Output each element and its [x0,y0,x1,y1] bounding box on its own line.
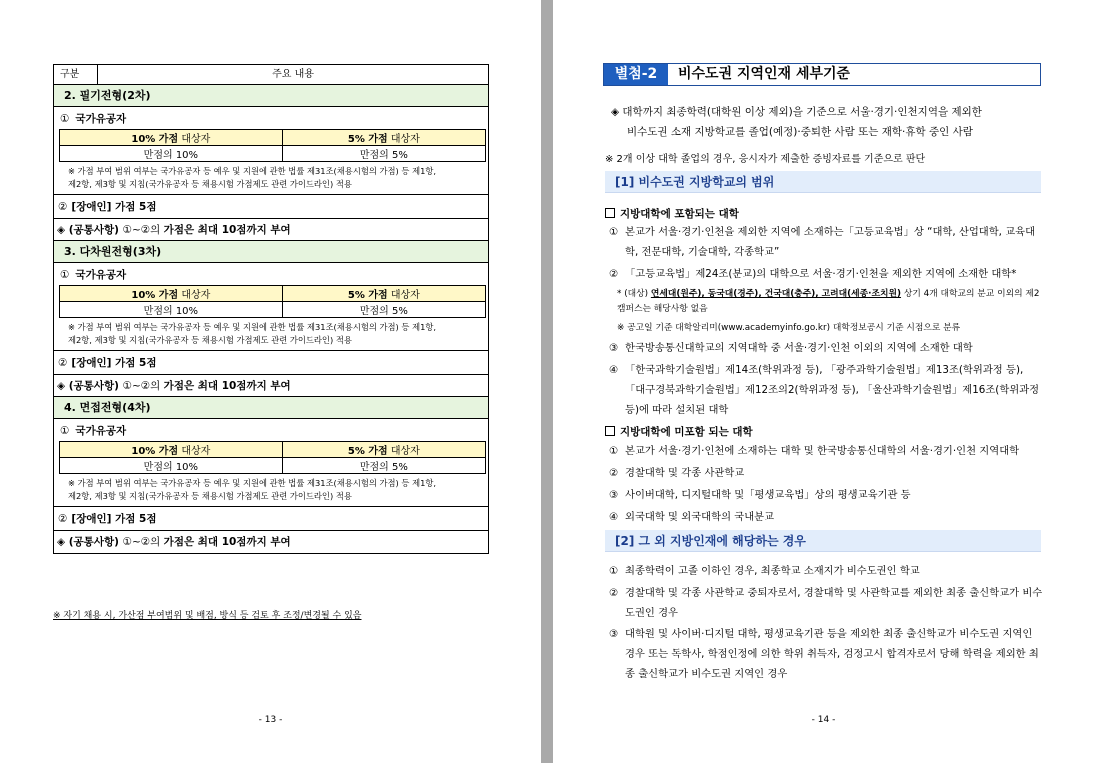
page-number: - 14 - [811,715,836,725]
veteran-title: ① 국가유공자 [60,269,127,281]
intro-text: ◈ 대학까지 최종학력(대학원 이상 제외)을 기준으로 서울·경기·인천지역을 제외한 비수도권 소재 지방학교를 졸업(예정)·중퇴한 사람 또는 재학·휴학 중인 사람 [611,106,982,138]
veteran-table [59,285,486,318]
col-5pct: 5% 가점 대상자 [282,286,485,302]
list-item: ① 본교가 서울·경기·인천을 제외한 지역에 소재하는「고등교육법」상 “대학, 산업대학, 교육대학, 전문대학, 기술대학, 각종학교” [609,226,1036,258]
veteran-note: ※ 가점 부여 범위 여부는 국가유공자 등 예우 및 지원에 관한 법률 제31조(채용시험의 가점) 등 제1항, 제2항, 제3항 및 지침(국가유공자 등 채용시험 가점제도 관련 가이드라인) 적용 [68,478,437,501]
veteran-table [59,441,486,474]
veteran-note: ※ 가점 부여 범위 여부는 국가유공자 등 예우 및 지원에 관한 법률 제31조(채용시험의 가점) 등 제1항, 제2항, 제3항 및 지침(국가유공자 등 채용시험 가점제도 관련 가이드라인) 적용 [68,322,437,345]
list-item: ① 본교가 서울·경기·인천에 소재하는 대학 및 한국방송통신대학의 서울·경기·인천 지역대학 [609,445,1020,457]
footnote: ※ 자기 채용 시, 가산점 부여범위 및 배점, 방식 등 검토 후 조정/변경될 수 있음 [53,611,362,621]
table-header [54,65,488,85]
disabled-row: ② [장애인] 가점 5점 [54,507,488,531]
subheading-excluded: 지방대학에 미포함 되는 대학 [605,424,753,439]
list-item: ③ 사이버대학, 디지털대학 및「평생교육법」상의 평생교육기관 등 [609,489,911,501]
veteran-title: ① 국가유공자 [60,425,127,437]
col-10pct: 10% 가점 대상자 [60,130,283,146]
checkbox-square-icon [605,208,615,218]
value-5pct: 만점의 5% [282,458,485,474]
star-note: ※ 2개 이상 대학 졸업의 경우, 응시자가 제출한 증빙자료를 기준으로 판단 [605,154,926,165]
section-title: 4. 면접전형(4차) [54,397,488,419]
value-5pct: 만점의 5% [282,302,485,318]
page-13 [0,0,541,763]
common-row: ◈ (공통사항) ①~②의 가점은 최대 10점까지 부여 [54,375,488,397]
list-item: ③ 한국방송통신대학교의 지역대학 중 서울·경기·인천 이외의 지역에 소재한 대학 [609,342,973,354]
section-1-heading: [1] 비수도권 지방학교의 범위 [605,171,1041,193]
list-item: ② 경찰대학 및 각종 사관학교 [609,467,745,479]
branch-campus-note: * (대상) 연세대(원주), 동국대(경주), 건국대(충주), 고려대(세종·조치원) 상기 4개 대학교의 분교 이외의 제2캠퍼스는 해당사항 없음 [617,289,1040,314]
disabled-row: ② [장애인] 가점 5점 [54,351,488,375]
subheading-included: 지방대학에 포함되는 대학 [605,206,739,221]
section-title: 3. 다차원전형(3차) [54,241,488,263]
page-number: - 13 - [258,715,283,725]
list-item: ④ 외국대학 및 외국대학의 국내분교 [609,511,775,523]
list-item: ④ 「한국과학기술원법」제14조(학위과정 등), 「광주과학기술원법」제13조(학위과정 등), 「대구경북과학기술원법」제12조의2(학위과정 등), 「울산과학기술원법」제16조(학위과정 등)에 따라 설치된 대학 [609,364,1040,416]
checkbox-square-icon [605,426,615,436]
col-5pct: 5% 가점 대상자 [282,130,485,146]
value-10pct: 만점의 10% [60,146,283,162]
veteran-block [54,107,488,195]
section-title: 2. 필기전형(2차) [54,85,488,107]
value-10pct: 만점의 10% [60,302,283,318]
disabled-row: ② [장애인] 가점 5점 [54,195,488,219]
list-item: ① 최종학력이 고졸 이하인 경우, 최종학교 소재지가 비수도권인 학교 [609,565,920,577]
annex-title: 비수도권 지역인재 세부기준 [678,66,851,82]
value-10pct: 만점의 10% [60,458,283,474]
academyinfo-note: ※ 공고일 기준 대학알리미(www.academyinfo.go.kr) 대학정보공시 기준 시점으로 분류 [617,323,961,333]
bonus-points-table [53,64,489,554]
list-item: ② 「고등교육법」제24조(분교)의 대학으로 서울·경기·인천을 제외한 지역에 소재한 대학* [609,268,1017,280]
col-5pct: 5% 가점 대상자 [282,442,485,458]
annex-header [603,63,1041,86]
common-row: ◈ (공통사항) ①~②의 가점은 최대 10점까지 부여 [54,219,488,241]
veteran-note: ※ 가점 부여 범위 여부는 국가유공자 등 예우 및 지원에 관한 법률 제31조(채용시험의 가점) 등 제1항, 제2항, 제3항 및 지침(국가유공자 등 채용시험 가점제도 관련 가이드라인) 적용 [68,166,437,189]
veteran-block [54,419,488,507]
page-gutter [541,0,553,763]
page-14 [553,0,1094,763]
list-item: ③ 대학원 및 사이버·디지털 대학, 평생교육기관 등을 제외한 최종 출신학교가 비수도권 지역인 경우 또는 독학사, 학점인정에 의한 학위 취득자, 검정고시 합격자로서 당해 학력을 제외한 최종 출신학교가 비수도권 지역인 경우 [609,628,1039,680]
list-item: ② 경찰대학 및 각종 사관학교 중퇴자로서, 경찰대학 및 사관학교를 제외한 최종 출신학교가 비수도권인 경우 [609,587,1043,619]
veteran-table [59,129,486,162]
veteran-title: ① 국가유공자 [60,113,127,125]
common-row: ◈ (공통사항) ①~②의 가점은 최대 10점까지 부여 [57,536,291,548]
header-category: 구분 [54,65,98,84]
annex-label: 별첨-2 [604,64,668,85]
section-2-heading: [2] 그 외 지방인재에 해당하는 경우 [605,530,1041,552]
header-content: 주요 내용 [272,69,314,80]
veteran-block [54,263,488,351]
col-10pct: 10% 가점 대상자 [60,442,283,458]
col-10pct: 10% 가점 대상자 [60,286,283,302]
value-5pct: 만점의 5% [282,146,485,162]
